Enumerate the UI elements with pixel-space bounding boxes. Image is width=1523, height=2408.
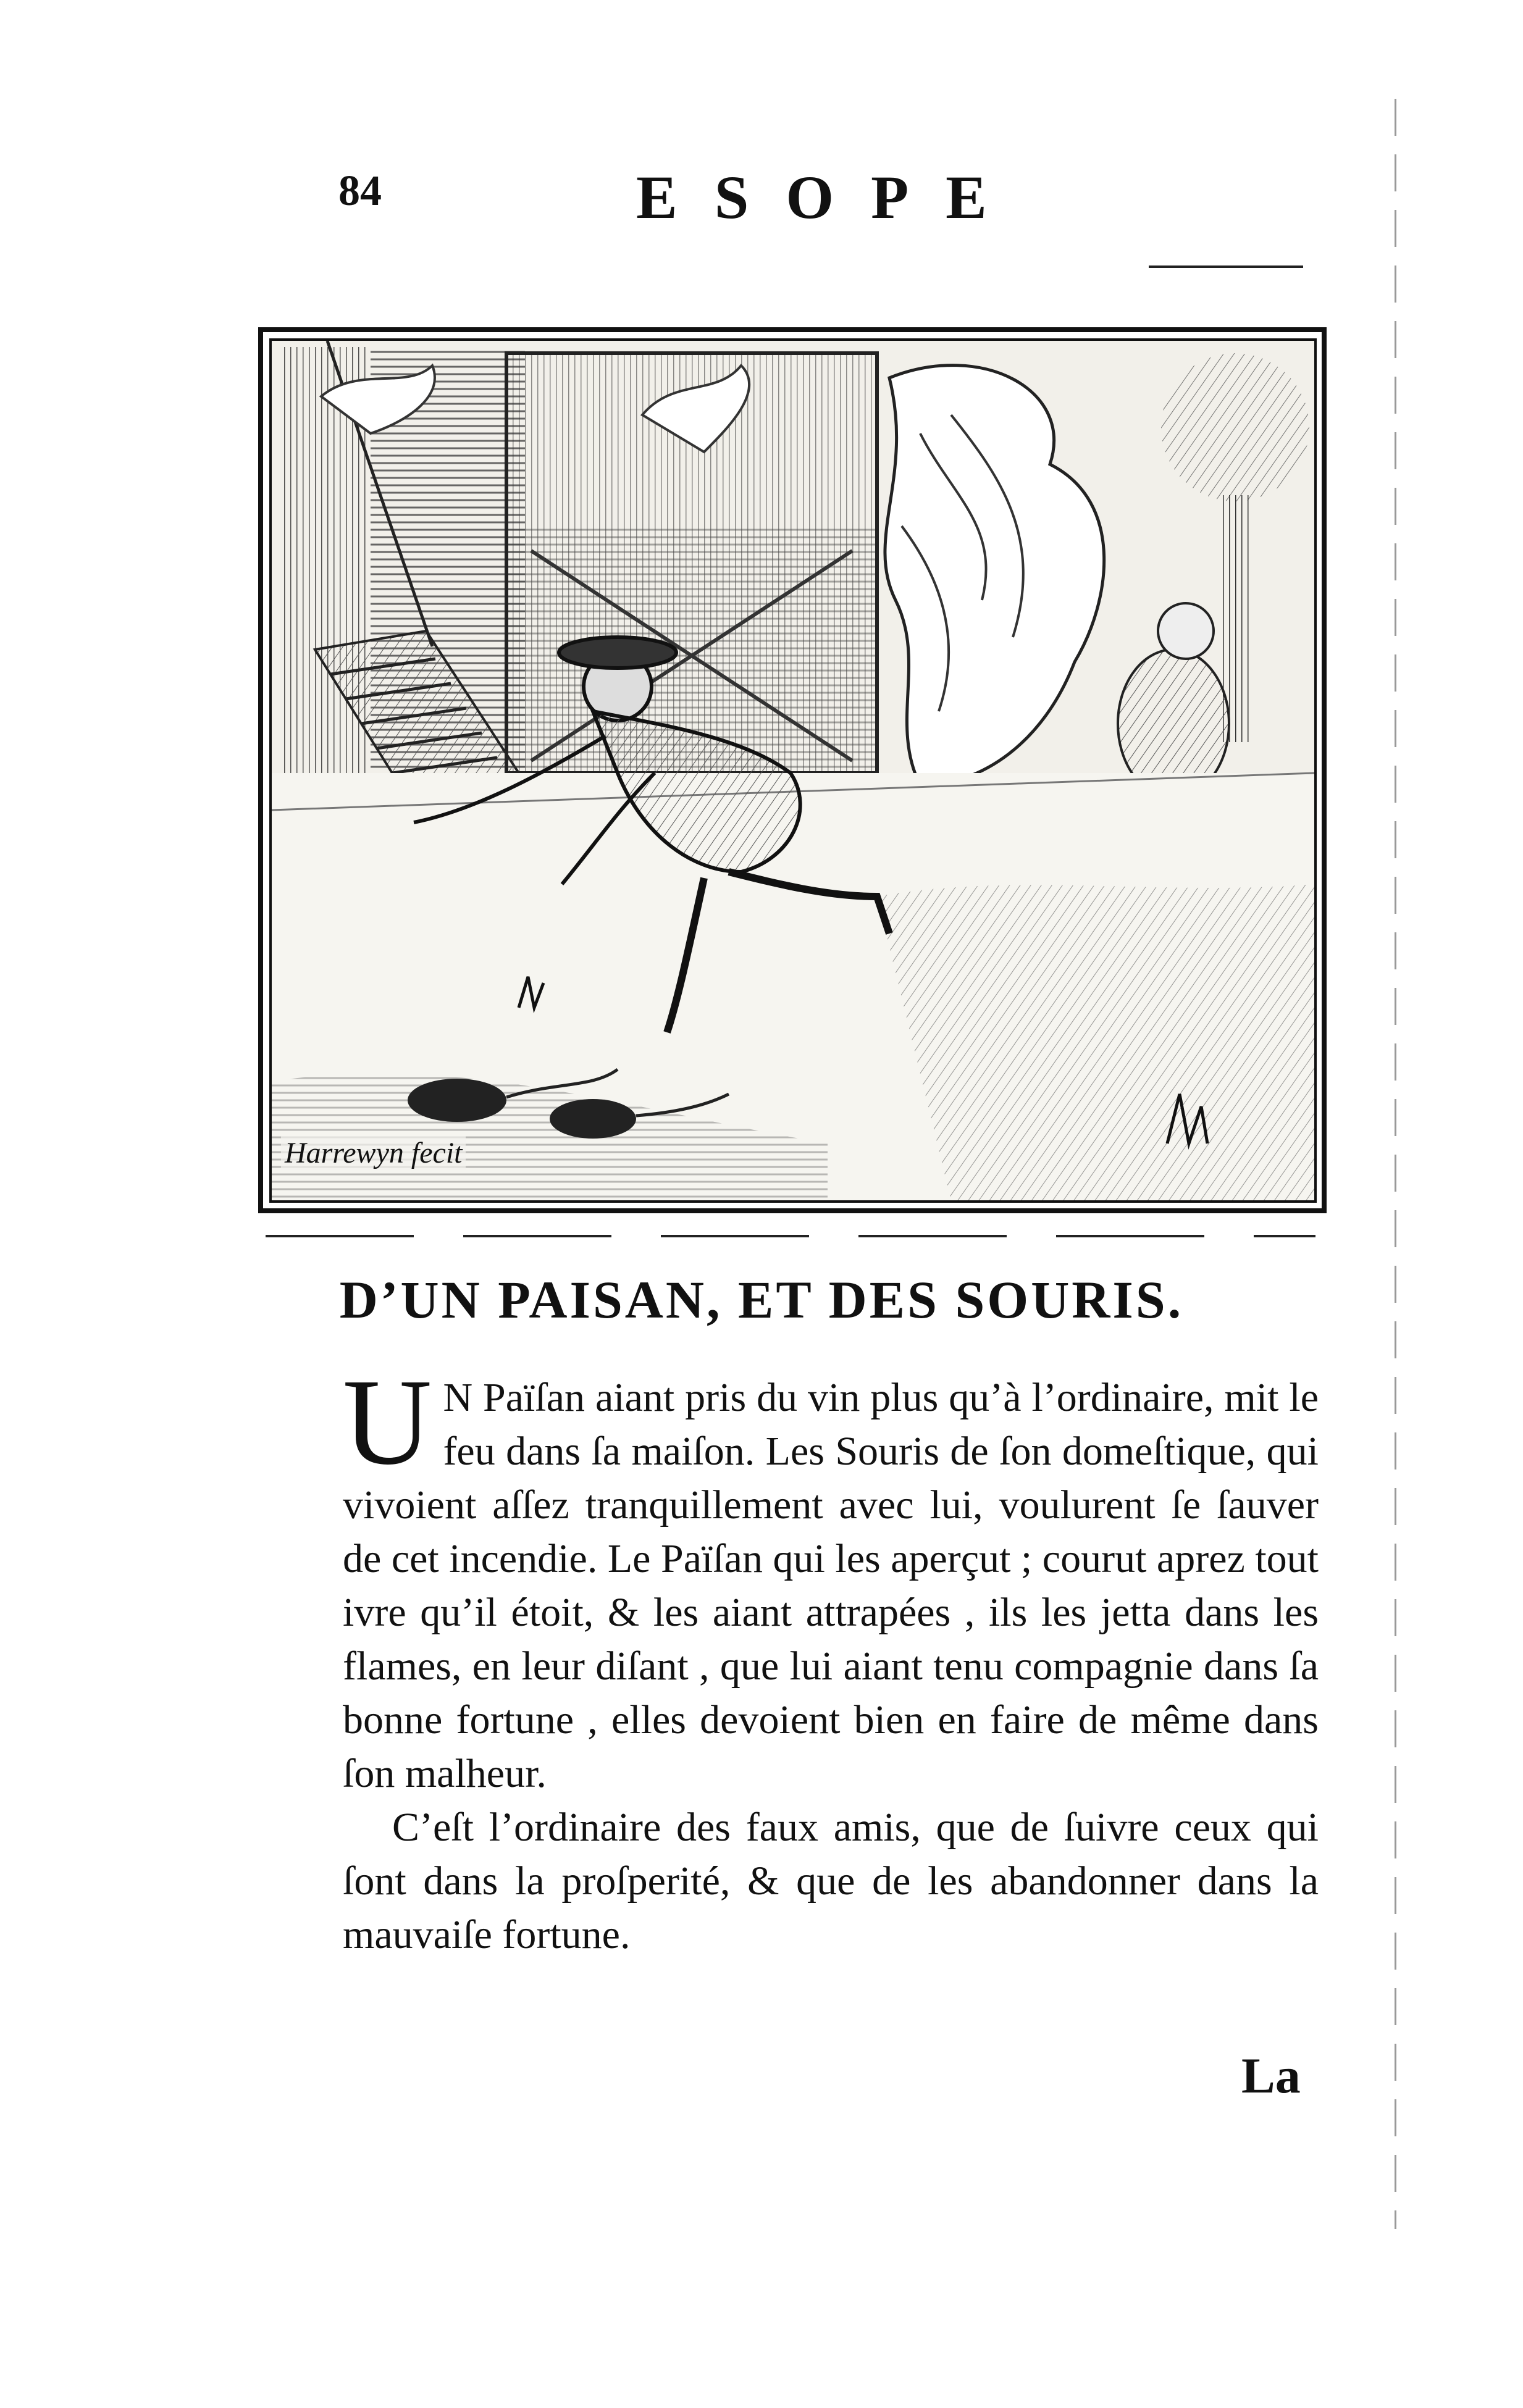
header-rule [1149, 265, 1303, 268]
fable-title: D’UN PAISAN, ET DES SOURIS. [339, 1270, 1184, 1329]
catchword: La [1241, 2047, 1301, 2104]
fable-text [343, 1354, 1319, 1962]
fable-paragraph [343, 1354, 1319, 1800]
page-number: 84 [338, 167, 382, 215]
running-head: ESOPE [636, 163, 1024, 232]
page-edge [1395, 99, 1396, 2229]
illustration [269, 338, 1317, 1203]
fable-body-text: N Païſan aiant pris du vin plus qu’à l’ordinaire, mit le feu dans ſa maiſon. Les Souris de ſon domeſtique, qui vivoient aſſez tranquillement avec lui, voulurent ſe ſauver de cet incendie. Le Païſan qui les aperçut ; courut aprez tout ivre qu’il étoit, & les aiant attrapées , ils les jetta dans les flames, en leur diſant , que lui aiant tenu compagnie dans ſa bonne fortune , elles devoient bien en faire de même dans ſon malheur. [343, 1375, 1319, 1796]
rule [266, 1235, 1315, 1237]
fable-moral: C’eſt l’ordinaire des faux amis, que de ſuivre ceux qui ſont dans la proſperité, & que de les abandonner dans la mauvaiſe fortune. [343, 1805, 1319, 1957]
engraving-image [272, 341, 1314, 1200]
engraver-signature: Harrewyn fecit [281, 1136, 466, 1170]
drop-cap: U [343, 1354, 432, 1490]
